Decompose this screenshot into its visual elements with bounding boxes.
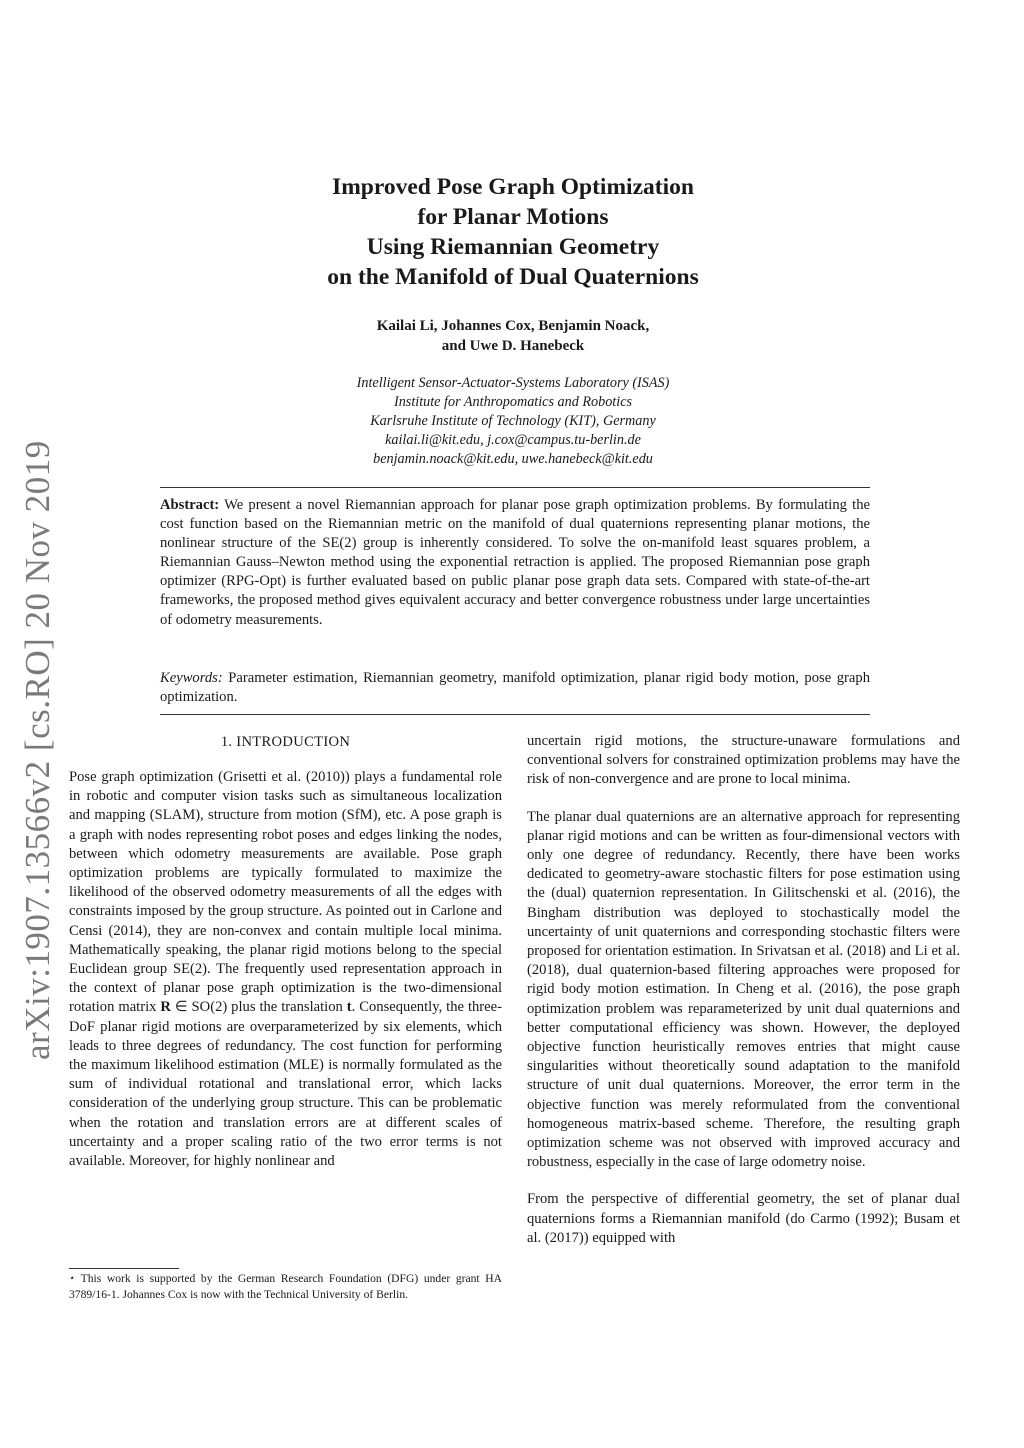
intro-text: ∈ SO(2) plus the translation xyxy=(170,999,347,1016)
section-heading-introduction: 1. INTRODUCTION xyxy=(220,734,351,750)
funding-footnote xyxy=(69,1271,502,1303)
affiliation-block xyxy=(160,374,866,469)
translation-symbol: t xyxy=(346,999,352,1016)
keywords-label: Keywords: xyxy=(160,670,223,686)
keywords-text: Parameter estimation, Riemannian geometry, manifold optimization, planar rigid body motion, pose graph optimization. xyxy=(160,670,870,706)
intro-paragraph-3: From the perspective of differential geometry, the set of planar dual quaternions forms a Riemannian manifold (do Carmo (1992); Busam et al. (2017)) equipped with xyxy=(527,1191,960,1246)
footnote-rule xyxy=(69,1268,179,1269)
author-line: Kailai Li, Johannes Cox, Benjamin Noack, xyxy=(376,318,650,334)
author-list xyxy=(160,316,866,356)
footnote-marker: ⋆ xyxy=(69,1273,76,1284)
rotation-matrix-symbol: R xyxy=(160,999,171,1016)
abstract-top-rule xyxy=(160,487,870,488)
abstract-bottom-rule xyxy=(160,714,870,715)
abstract-text: We present a novel Riemannian approach for planar pose graph optimization problems. By formulating the cost function based on the Riemannian metric on the manifold of dual quaternions representing planar motions, the nonlinear structure of the SE(2) group is inherently considered. To solve the on-manifold least squares problem, a Riemannian Gauss–Newton method using the exponential retraction is applied. The proposed Riemannian pose graph optimizer (RPG-Opt) is further evaluated based on public planar pose graph data sets. Compared with state-of-the-art frameworks, the proposed method gives equivalent accuracy and better convergence robustness under large uncertainties of odometry measurements. xyxy=(160,497,870,628)
left-column xyxy=(69,768,502,1171)
affiliation-line: Institute for Anthropomatics and Robotics xyxy=(393,394,633,410)
paper-title xyxy=(160,172,866,292)
right-column xyxy=(527,732,960,1248)
title-line: Improved Pose Graph Optimization xyxy=(332,174,694,200)
affiliation-email-line: kailai.li@kit.edu, j.cox@campus.tu-berlin.de xyxy=(385,432,641,448)
title-line: on the Manifold of Dual Quaternions xyxy=(327,264,699,290)
intro-text: . Consequently, the three-DoF planar rigid motions are overparameterized by six elements, which leads to three degrees of redundancy. The cost function for performing the maximum likelihood estimation (MLE) is normally formulated as the sum of individual rotational and translational error, which lacks consideration of the underlying group structure. This can be problematic when the rotation and translation errors are at different scales of uncertainty and a proper scaling ratio of the two error terms is not available. Moreover, for highly nonlinear and xyxy=(69,999,502,1170)
title-line: for Planar Motions xyxy=(417,204,609,230)
keywords xyxy=(160,669,870,707)
intro-paragraph-1 xyxy=(69,768,502,1171)
intro-text: Pose graph optimization (Grisetti et al. (2010)) plays a fundamental role in robotic and computer vision tasks such as simultaneous localization and mapping (SLAM), structure from motion (SfM), etc. A pose graph is a graph with nodes representing robot poses and edges linking the nodes, between which odometry measurements are available. Pose graph optimization problems are typically formulated to maximize the likelihood of the observed odometry measurements of all the edges with constraints imposed by the group structure. As pointed out in Carlone and Censi (2014), they are non-convex and contain multiple local minima. Mathematically speaking, the planar rigid motions belong to the special Euclidean group SE(2). The frequently used representation approach in the context of planar pose graph optimization is the two-dimensional rotation matrix xyxy=(69,769,502,1016)
intro-paragraph-continued: uncertain rigid motions, the structure-unaware formulations and conventional solvers for constrained optimization problems may have the risk of non-convergence and are prone to local minima. xyxy=(527,733,960,788)
paragraph-spacer xyxy=(527,790,960,808)
title-line: Using Riemannian Geometry xyxy=(366,234,660,260)
affiliation-line: Intelligent Sensor-Actuator-Systems Laboratory (ISAS) xyxy=(356,375,670,391)
arxiv-identifier-stamp: arXiv:1907.13566v2 [cs.RO] 20 Nov 2019 xyxy=(18,440,57,1060)
intro-paragraph-2: The planar dual quaternions are an alternative approach for representing planar rigid motions and can be written as four-dimensional vectors with only one degree of redundancy. Recently, there have been works dedicated to geometry-aware stochastic filters for pose estimation using the (dual) quaternion representation. In Gilitschenski et al. (2016), the Bingham distribution was deployed to stochastically model the uncertainty of unit quaternions and corresponding stochastic filters were proposed for orientation estimation. In Srivatsan et al. (2018) and Li et al. (2018), dual quaternion-based filtering approaches were proposed for rigid body motion estimation. In Cheng et al. (2016), the pose graph optimization problem was reparameterized by unit dual quaternions and better computational efficiency was shown. However, the deployed objective function heuristically removes entries that might cause singularities without theoretically sound adaptation to the manifold structure of unit dual quaternions. Moreover, the error term in the objective function was merely reformulated from the conventional homogeneous matrix-based scheme. Therefore, the resulting graph optimization scheme was not observed with improved accuracy and robustness, especially in the case of large odometry noise. xyxy=(527,808,960,1171)
footnote-text: This work is supported by the German Research Foundation (DFG) under grant HA 3789/16-1. Johannes Cox is now with the Technical University of Berlin. xyxy=(69,1272,502,1301)
author-line: and Uwe D. Hanebeck xyxy=(441,338,585,354)
affiliation-email-line: benjamin.noack@kit.edu, uwe.hanebeck@kit.edu xyxy=(373,451,653,467)
affiliation-line: Karlsruhe Institute of Technology (KIT), Germany xyxy=(370,413,656,429)
abstract-label: Abstract: xyxy=(160,497,220,513)
abstract xyxy=(160,496,870,630)
paragraph-spacer xyxy=(527,1172,960,1190)
